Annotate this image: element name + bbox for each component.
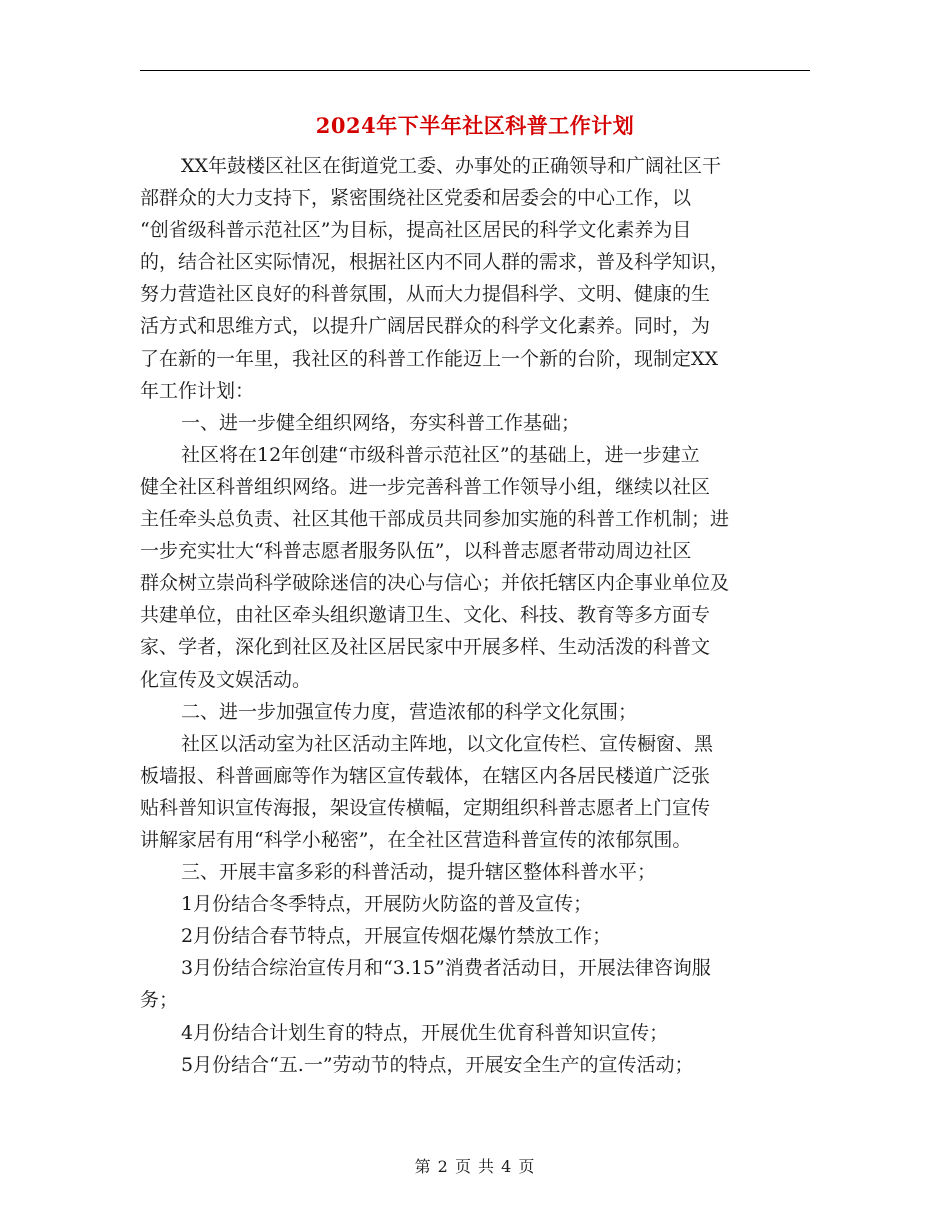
header-rule — [140, 70, 810, 71]
text-line: 活方式和思维方式，以提升广阔居民群众的科学文化素养。同时，为 — [140, 315, 711, 338]
text-line: 一、进一步健全组织网络，夯实科普工作基础； — [181, 411, 581, 434]
text-line: 家、学者，深化到社区及社区居民家中开展多样、生动活泼的科普文 — [140, 636, 711, 659]
text-line: 务； — [140, 989, 179, 1012]
text-line: 5月份结合“五.一”劳动节的特点，开展安全生产的宣传活动； — [181, 1053, 694, 1076]
text-line: 健全社区科普组织网络。进一步完善科普工作领导小组，继续以社区 — [140, 475, 711, 498]
text-line: 年工作计划： — [140, 379, 255, 402]
text-line: “创省级科普示范社区”为目标，提高社区居民的科学文化素养为目 — [140, 219, 692, 242]
text-line: 努力营造社区良好的科普氛围，从而大力提倡科学、文明、健康的生 — [140, 283, 711, 306]
text-line: 3月份结合综治宣传月和“3.15”消费者活动日，开展法律咨询服 — [181, 957, 711, 980]
text-line: 板墙报、科普画廊等作为辖区宣传载体，在辖区内各居民楼道广泛张 — [140, 764, 711, 787]
text-line: 部群众的大力支持下，紧密围绕社区党委和居委会的中心工作，以 — [140, 187, 692, 210]
text-line: 讲解家居有用“科学小秘密”，在全社区营造科普宣传的浓郁氛围。 — [140, 828, 692, 851]
text-line: 2月份结合春节特点，开展宣传烟花爆竹禁放工作； — [181, 925, 612, 948]
text-line: 了在新的一年里，我社区的科普工作能迈上一个新的台阶，现制定XX — [140, 347, 719, 370]
text-line: 的，结合社区实际情况，根据社区内不同人群的需求，普及科学知识， — [140, 251, 730, 274]
text-line: 主任牵头总负责、社区其他干部成员共同参加实施的科普工作机制；进 — [140, 508, 730, 531]
page-footer: 第 2 页 共 4 页 — [414, 1157, 536, 1176]
document-title: 2024年下半年社区科普工作计划 — [315, 113, 635, 138]
text-line: 化宣传及文娱活动。 — [140, 668, 312, 691]
text-line: 二、进一步加强宣传力度，营造浓郁的科学文化氛围； — [181, 700, 638, 723]
text-line: 三、开展丰富多彩的科普活动，提升辖区整体科普水平； — [181, 861, 657, 884]
text-line: 1月份结合冬季特点，开展防火防盗的普及宣传； — [181, 893, 593, 916]
text-line: XX年鼓楼区社区在街道党工委、办事处的正确领导和广阔社区干 — [181, 155, 722, 177]
text-line: 群众树立崇尚科学破除迷信的决心与信心；并依托辖区内企事业单位及 — [140, 572, 730, 595]
document-body — [140, 150, 810, 1081]
text-line: 共建单位，由社区牵头组织邀请卫生、文化、科技、教育等多方面专 — [140, 604, 711, 627]
text-line: 社区以活动室为社区活动主阵地，以文化宣传栏、宣传橱窗、黑 — [181, 732, 714, 755]
text-line: 贴科普知识宣传海报，架设宣传横幅，定期组织科普志愿者上门宣传 — [140, 796, 711, 819]
text-line: 4月份结合计划生育的特点，开展优生优育科普知识宣传； — [181, 1021, 669, 1044]
text-line: 一步充实壮大“科普志愿者服务队伍”，以科普志愿者带动周边社区 — [140, 540, 692, 563]
text-line: 社区将在12年创建“市级科普示范社区”的基础上，进一步建立 — [181, 443, 700, 466]
